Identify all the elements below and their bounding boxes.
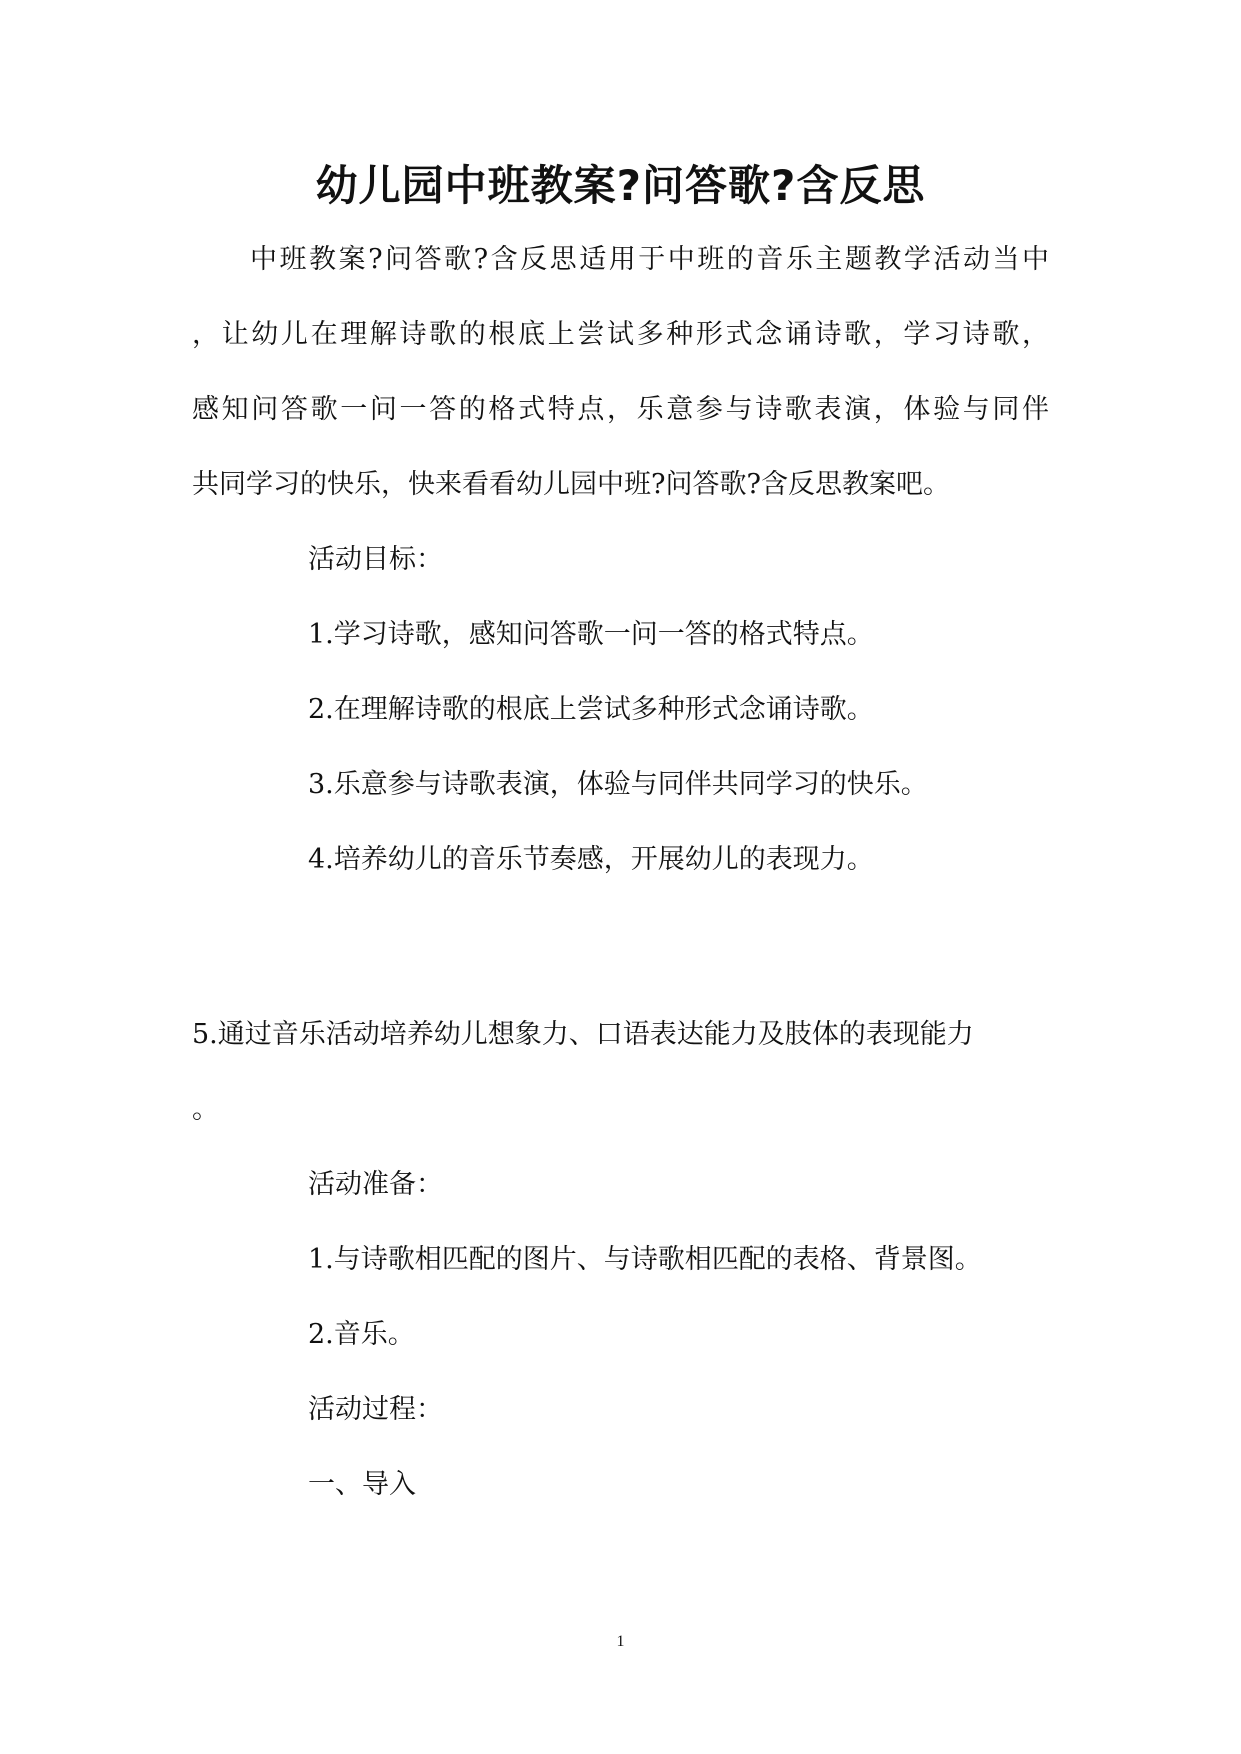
page-number: 1 bbox=[616, 1633, 625, 1650]
prep-item: 1.与诗歌相匹配的图片、与诗歌相匹配的表格、背景图。 bbox=[308, 1244, 982, 1275]
process-heading: 活动过程： bbox=[308, 1394, 443, 1425]
process-step: 一、导入 bbox=[308, 1469, 416, 1500]
goal-item-continuation: 。 bbox=[192, 1094, 219, 1125]
goal-item: 4.培养幼儿的音乐节奏感，开展幼儿的表现力。 bbox=[308, 844, 874, 875]
goals-heading: 活动目标： bbox=[308, 544, 443, 575]
prep-item: 2.音乐。 bbox=[308, 1319, 415, 1350]
intro-paragraph-line: 感知问答歌一问一答的格式特点，乐意参与诗歌表演，体验与同伴 bbox=[192, 394, 1049, 425]
document-title: 幼儿园中班教案?问答歌?含反思 bbox=[315, 161, 926, 210]
goal-item: 5.通过音乐活动培养幼儿想象力、口语表达能力及肢体的表现能力 bbox=[192, 1019, 974, 1050]
intro-paragraph-line: 共同学习的快乐，快来看看幼儿园中班?问答歌?含反思教案吧。 bbox=[192, 469, 950, 500]
goal-item: 1.学习诗歌，感知问答歌一问一答的格式特点。 bbox=[308, 619, 874, 650]
intro-paragraph-line: ，让幼儿在理解诗歌的根底上尝试多种形式念诵诗歌，学习诗歌， bbox=[192, 319, 1049, 350]
intro-paragraph-line: 中班教案?问答歌?含反思适用于中班的音乐主题教学活动当中 bbox=[250, 244, 1049, 275]
prep-heading: 活动准备： bbox=[308, 1169, 443, 1200]
goal-item: 3.乐意参与诗歌表演，体验与同伴共同学习的快乐。 bbox=[308, 769, 928, 800]
goal-item: 2.在理解诗歌的根底上尝试多种形式念诵诗歌。 bbox=[308, 694, 874, 725]
